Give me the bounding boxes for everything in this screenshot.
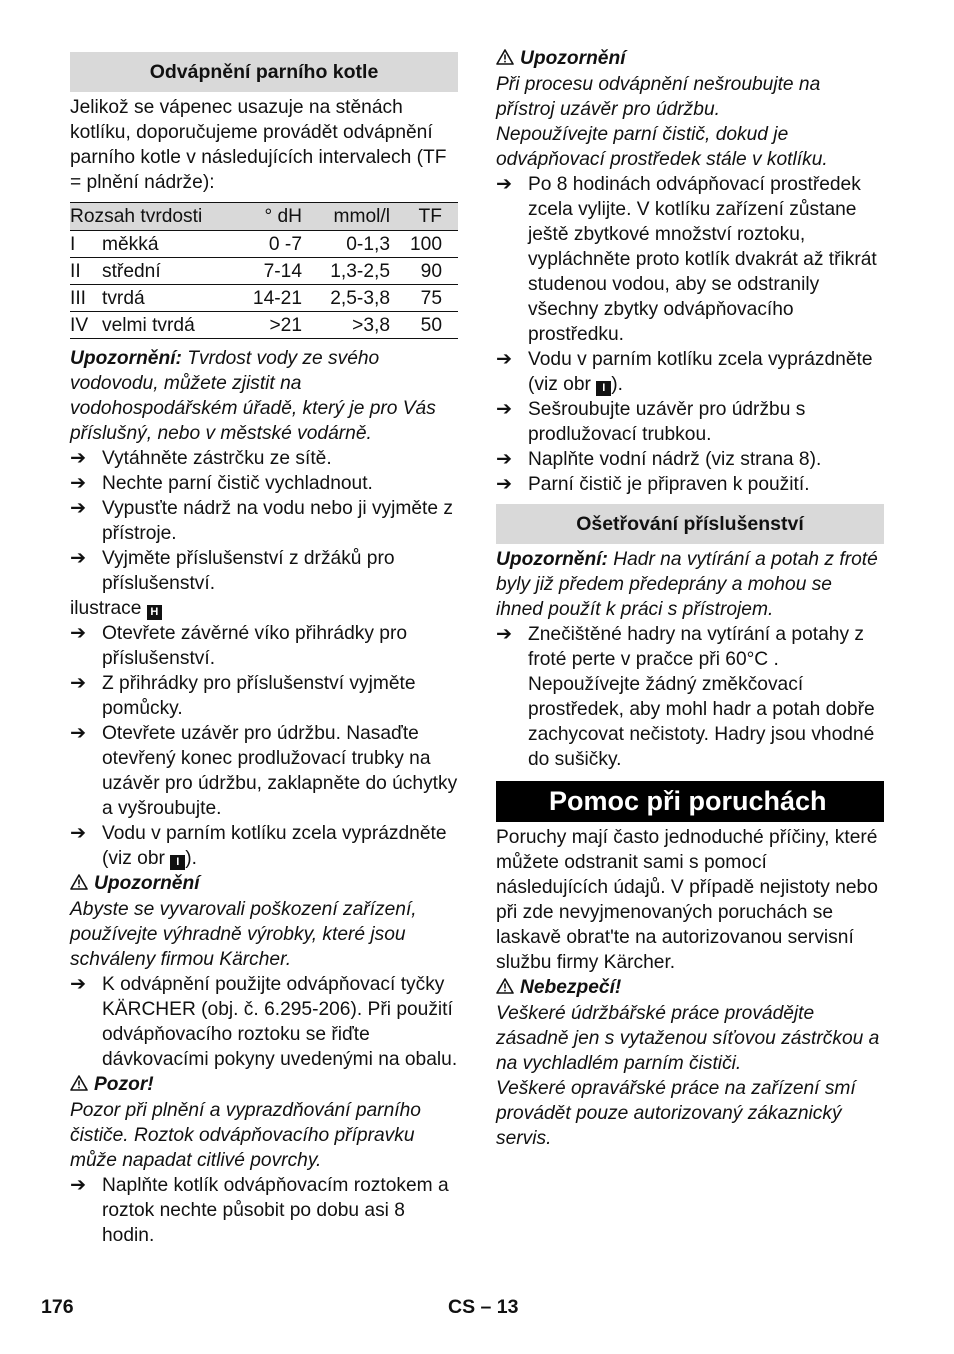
instruction-step [70,446,458,471]
row-name: velmi tvrdá [102,312,240,339]
row-name: střední [102,258,240,285]
arrow-right-icon: ➔ [496,624,513,645]
row-number: II [70,258,102,285]
step-text-a: Vodu v parním kotlíku zcela vyprázdněte (viz obr [528,349,873,395]
instruction-step [70,496,458,546]
warning-title: Upozornění [520,48,626,69]
arrow-right-icon: ➔ [496,174,513,195]
left-column [70,46,458,1248]
danger-title: Nebezpečí! [520,977,622,998]
instruction-step [70,471,458,496]
row-number: III [70,285,102,312]
troubleshooting-intro: Poruchy mají často jednoduché příčiny, které můžete odstranit sami s pomocí následujících údajů. V případě nejistoty nebo při zde nevyjmenovaných poruchách se laskavě obrat'te na autorizovanou servisní službu firmy Kärcher. [496,827,878,973]
warning-triangle-icon [496,976,514,1001]
step-text-b: ). [611,374,623,395]
instruction-step [496,472,884,497]
note-text: Hadr na vytírání a potah z froté byly již předem předeprány a mohou se ihned použít k práci s přístrojem. [496,549,878,620]
warning-triangle-icon [496,47,514,72]
arrow-right-icon: ➔ [70,498,87,519]
instruction-step [70,546,458,596]
danger-text: Veškeré údržbářské práce provádějte zásadně jen s vytaženou síťovou zástrčkou a na vychladlém parním čističi. [496,1003,880,1074]
warning-title: Upozornění [94,873,200,894]
row-name: tvrdá [102,285,240,312]
instruction-step [496,622,884,772]
step-text: Z přihrádky pro příslušenství vyjměte pomůcky. [102,673,416,719]
warning-text: Abyste se vyvarovali poškození zařízení, používejte výhradně výrobky, které jsou schváleny firmou Kärcher. [70,899,417,970]
caution-heading [70,1072,458,1098]
section-heading-accessories: Ošetřování příslušenství [496,504,884,544]
arrow-right-icon: ➔ [70,974,87,995]
step-text: Znečištěné hadry na vytírání a potahy z froté perte v pračce při 60°C . Nepoužívejte žádný změkčovací prostředek, aby mohl hadr a potah dobře zachycovat nečistoty. Hadry jsou vhodné do sušičky. [528,624,875,770]
table-row [70,231,458,258]
step-text-a: Vodu v parním kotlíku zcela vyprázdněte (viz obr [102,823,447,869]
row-tf: 100 [396,231,458,258]
illustration-label: ilustrace [70,598,142,619]
instruction-step [70,821,458,871]
step-text: Naplňte vodní nádrž (viz strana 8). [528,449,822,470]
row-tf: 90 [396,258,458,285]
step-text: Otevřete uzávěr pro údržbu. Nasaďte otevřený konec prodlužovací trubky na uzávěr pro údržbu, zaklapněte do úchytky a vyšroubujte. [102,723,458,819]
arrow-right-icon: ➔ [70,548,87,569]
section-heading-descaling: Odvápnění parního kotle [70,52,458,92]
table-header-dh: ° dH [240,203,308,231]
table-row [70,258,458,285]
note-label: Upozornění: [70,348,182,369]
figure-i-icon: I [596,381,611,396]
step-text: Vypusťte nádrž na vodu nebo ji vyjměte z přístroje. [102,498,453,544]
caution-text: Pozor při plnění a vyprazdňování parního čističe. Roztok odvápňovacího přípravku může napadat citlivé povrchy. [70,1100,421,1171]
row-tf: 50 [396,312,458,339]
table-header-row [70,203,458,231]
step-text: Naplňte kotlík odvápňovacím roztokem a roztok nechte působit po dobu asi 8 hodin. [102,1175,449,1246]
table-header-mmol: mmol/l [308,203,396,231]
arrow-right-icon: ➔ [496,399,513,420]
arrow-right-icon: ➔ [70,473,87,494]
row-dh: 7-14 [240,258,308,285]
accessories-note [496,547,884,622]
arrow-right-icon: ➔ [70,673,87,694]
right-column [496,46,884,1151]
note-label: Upozornění: [496,549,608,570]
table-row [70,312,458,339]
intro-paragraph: Jelikož se vápenec usazuje na stěnách kotlíku, doporučujeme provádět odvápnění parního kotle v následujících intervalech (TF = plnění nádrže): [70,97,447,193]
instruction-step [70,671,458,721]
hardness-table [70,202,458,339]
instruction-step [70,1173,458,1248]
warning-triangle-icon [70,1073,88,1098]
table-header-tf: TF [396,203,458,231]
step-text: Otevřete závěrné víko přihrádky pro příslušenství. [102,623,408,669]
row-tf: 75 [396,285,458,312]
figure-h-icon: H [147,605,162,620]
table-header-range: Rozsah tvrdosti [70,203,240,231]
arrow-right-icon: ➔ [496,449,513,470]
arrow-right-icon: ➔ [70,1175,87,1196]
row-mmol: 0-1,3 [308,231,396,258]
step-text: K odvápnění použijte odvápňovací tyčky KÄRCHER (obj. č. 6.295-206). Při použití odvápňovacího roztoku se řiďte dávkovacími pokyny uvedenými na obalu. [102,974,458,1070]
danger-text: Veškeré opravářské práce na zařízení smí provádět pouze autorizovaný zákaznický servis. [496,1078,856,1149]
row-dh: >21 [240,312,308,339]
instruction-step [496,347,884,397]
warning-heading [496,46,884,72]
warning-text: Při procesu odvápnění nešroubujte na přístroj uzávěr pro údržbu. [496,74,821,120]
figure-i-icon: I [170,855,185,870]
row-number: I [70,231,102,258]
row-dh: 0 -7 [240,231,308,258]
arrow-right-icon: ➔ [70,623,87,644]
warning-heading [70,871,458,897]
arrow-right-icon: ➔ [496,474,513,495]
arrow-right-icon: ➔ [70,723,87,744]
arrow-right-icon: ➔ [496,349,513,370]
arrow-right-icon: ➔ [70,823,87,844]
instruction-step [496,447,884,472]
instruction-step [496,397,884,447]
illustration-reference [70,596,458,621]
step-text: Sešroubujte uzávěr pro údržbu s prodlužovací trubkou. [528,399,806,445]
instruction-step [70,621,458,671]
row-number: IV [70,312,102,339]
step-text: Nechte parní čistič vychladnout. [102,473,373,494]
arrow-right-icon: ➔ [70,448,87,469]
row-name: měkká [102,231,240,258]
troubleshooting-heading: Pomoc při poruchách [496,781,884,822]
water-hardness-note [70,346,458,446]
caution-title: Pozor! [94,1074,154,1095]
step-text: Parní čistič je připraven k použití. [528,474,810,495]
step-text: Vytáhněte zástrčku ze sítě. [102,448,332,469]
row-dh: 14-21 [240,285,308,312]
danger-heading [496,975,884,1001]
step-text: Po 8 hodinách odvápňovací prostředek zcela vylijte. V kotlíku zařízení zůstane ještě zbytkové množství roztoku, vypláchněte proto kotlík dvakrát až třikrát studenou vodou, aby se odstranily všechny zbytky odvápňovacího prostředku. [528,174,877,345]
note-text: Tvrdost vody ze svého vodovodu, můžete zjistit na vodohospodářském úřadě, který je pro Vás příslušný, nebo v městské vodárně. [70,348,436,444]
instruction-step [70,972,458,1072]
language-page-label: CS – 13 [448,1296,519,1318]
row-mmol: 1,3-2,5 [308,258,396,285]
warning-triangle-icon [70,872,88,897]
instruction-step [70,721,458,821]
table-row [70,285,458,312]
step-text-b: ). [185,848,197,869]
row-mmol: 2,5-3,8 [308,285,396,312]
page-number: 176 [41,1296,74,1318]
step-text: Vyjměte příslušenství z držáků pro příslušenství. [102,548,395,594]
warning-text: Nepoužívejte parní čistič, dokud je odvápňovací prostředek stále v kotlíku. [496,124,828,170]
instruction-step [496,172,884,347]
row-mmol: >3,8 [308,312,396,339]
